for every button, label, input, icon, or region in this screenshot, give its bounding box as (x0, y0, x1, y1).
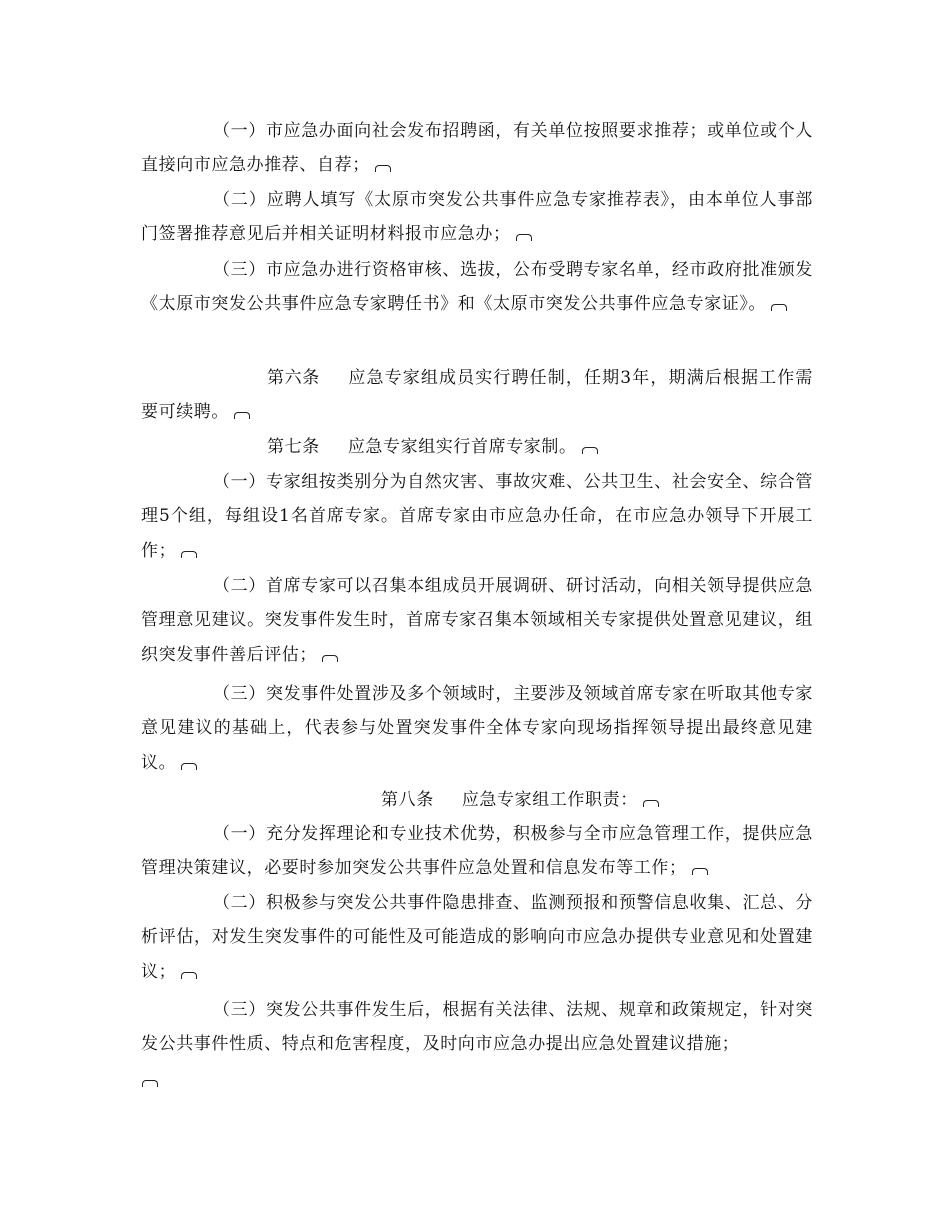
paragraph-mark-icon (234, 412, 250, 419)
paragraph-mark-icon (181, 972, 197, 979)
paragraph-mark-icon (375, 165, 391, 172)
paragraph-mark-icon (181, 763, 197, 770)
paragraph-mark-icon (181, 551, 197, 558)
article-6 (141, 361, 813, 430)
paragraph-text: 应急专家组实行首席专家制。 (347, 437, 577, 457)
paragraph-text: （一）市应急办面向社会发布招聘函，有关单位按照要求推荐；或单位或个人直接向市应急办推荐、自荐； (141, 121, 813, 176)
paragraph-mark-icon (771, 304, 787, 311)
paragraph-recruit-1 (141, 114, 813, 183)
article-7 (141, 430, 813, 464)
paragraph-text: （二）首席专家可以召集本组成员开展调研、研讨活动，向相关领导提供应急管理意见建议。突发事件发生时，首席专家召集本领域相关专家提供处置意见建议，组织突发事件善后评估； (141, 576, 813, 665)
paragraph-text: （一）充分发挥理论和专业技术优势，积极参与全市应急管理工作，提供应急管理决策建议，必要时参加突发公共事件应急处置和信息发布等工作； (141, 824, 813, 879)
article-number: 第六条 (267, 368, 320, 388)
paragraph-duty-1 (141, 817, 813, 886)
paragraph-mark-icon (582, 447, 598, 454)
paragraph-mark-icon (516, 234, 532, 241)
paragraph-text: （三）突发事件处置涉及多个领域时，主要涉及领域首席专家在听取其他专家意见建议的基础上，代表参与处置突发事件全体专家向现场指挥领导提出最终意见建议。 (141, 684, 813, 773)
article-8 (141, 783, 813, 817)
paragraph-duty-2 (141, 886, 813, 989)
paragraph-text: 应急专家组工作职责： (461, 790, 638, 810)
paragraph-mark-icon (692, 868, 708, 875)
paragraph-chief-1 (141, 465, 813, 568)
paragraph-chief-2 (141, 569, 813, 672)
paragraph-text: （二）应聘人填写《太原市突发公共事件应急专家推荐表》，由本单位人事部门签署推荐意见后并相关证明材料报市应急办； (141, 190, 813, 245)
article-number: 第七条 (267, 437, 320, 457)
paragraph-duty-3 (141, 993, 813, 1062)
paragraph-mark-icon (142, 1080, 158, 1087)
paragraph-text: 应急专家组成员实行聘任制，任期3年，期满后根据工作需要可续聘。 (141, 368, 813, 423)
article-number: 第八条 (381, 790, 434, 810)
paragraph-recruit-3 (141, 253, 813, 322)
paragraph-recruit-2 (141, 183, 813, 252)
paragraph-text: （三）市应急办进行资格审核、选拔，公布受聘专家名单，经市政府批准颁发《太原市突发公共事件应急专家聘任书》和《太原市突发公共事件应急专家证》。 (141, 260, 813, 315)
paragraph-mark-icon (643, 800, 659, 807)
paragraph-text: （三）突发公共事件发生后，根据有关法律、法规、规章和政策规定，针对突发公共事件性质、特点和危害程度，及时向市应急办提出应急处置建议措施； (141, 1000, 813, 1055)
paragraph-text: （一）专家组按类别分为自然灾害、事故灾难、公共卫生、社会安全、综合管理5个组，每组设1名首席专家。首席专家由市应急办任命，在市应急办领导下开展工作； (141, 472, 813, 561)
paragraph-text: （二）积极参与突发公共事件隐患排查、监测预报和预警信息收集、汇总、分析评估，对发生突发事件的可能性及可能造成的影响向市应急办提供专业意见和处置建议； (141, 893, 813, 982)
paragraph-chief-3 (141, 677, 813, 780)
paragraph-mark-icon (322, 655, 338, 662)
